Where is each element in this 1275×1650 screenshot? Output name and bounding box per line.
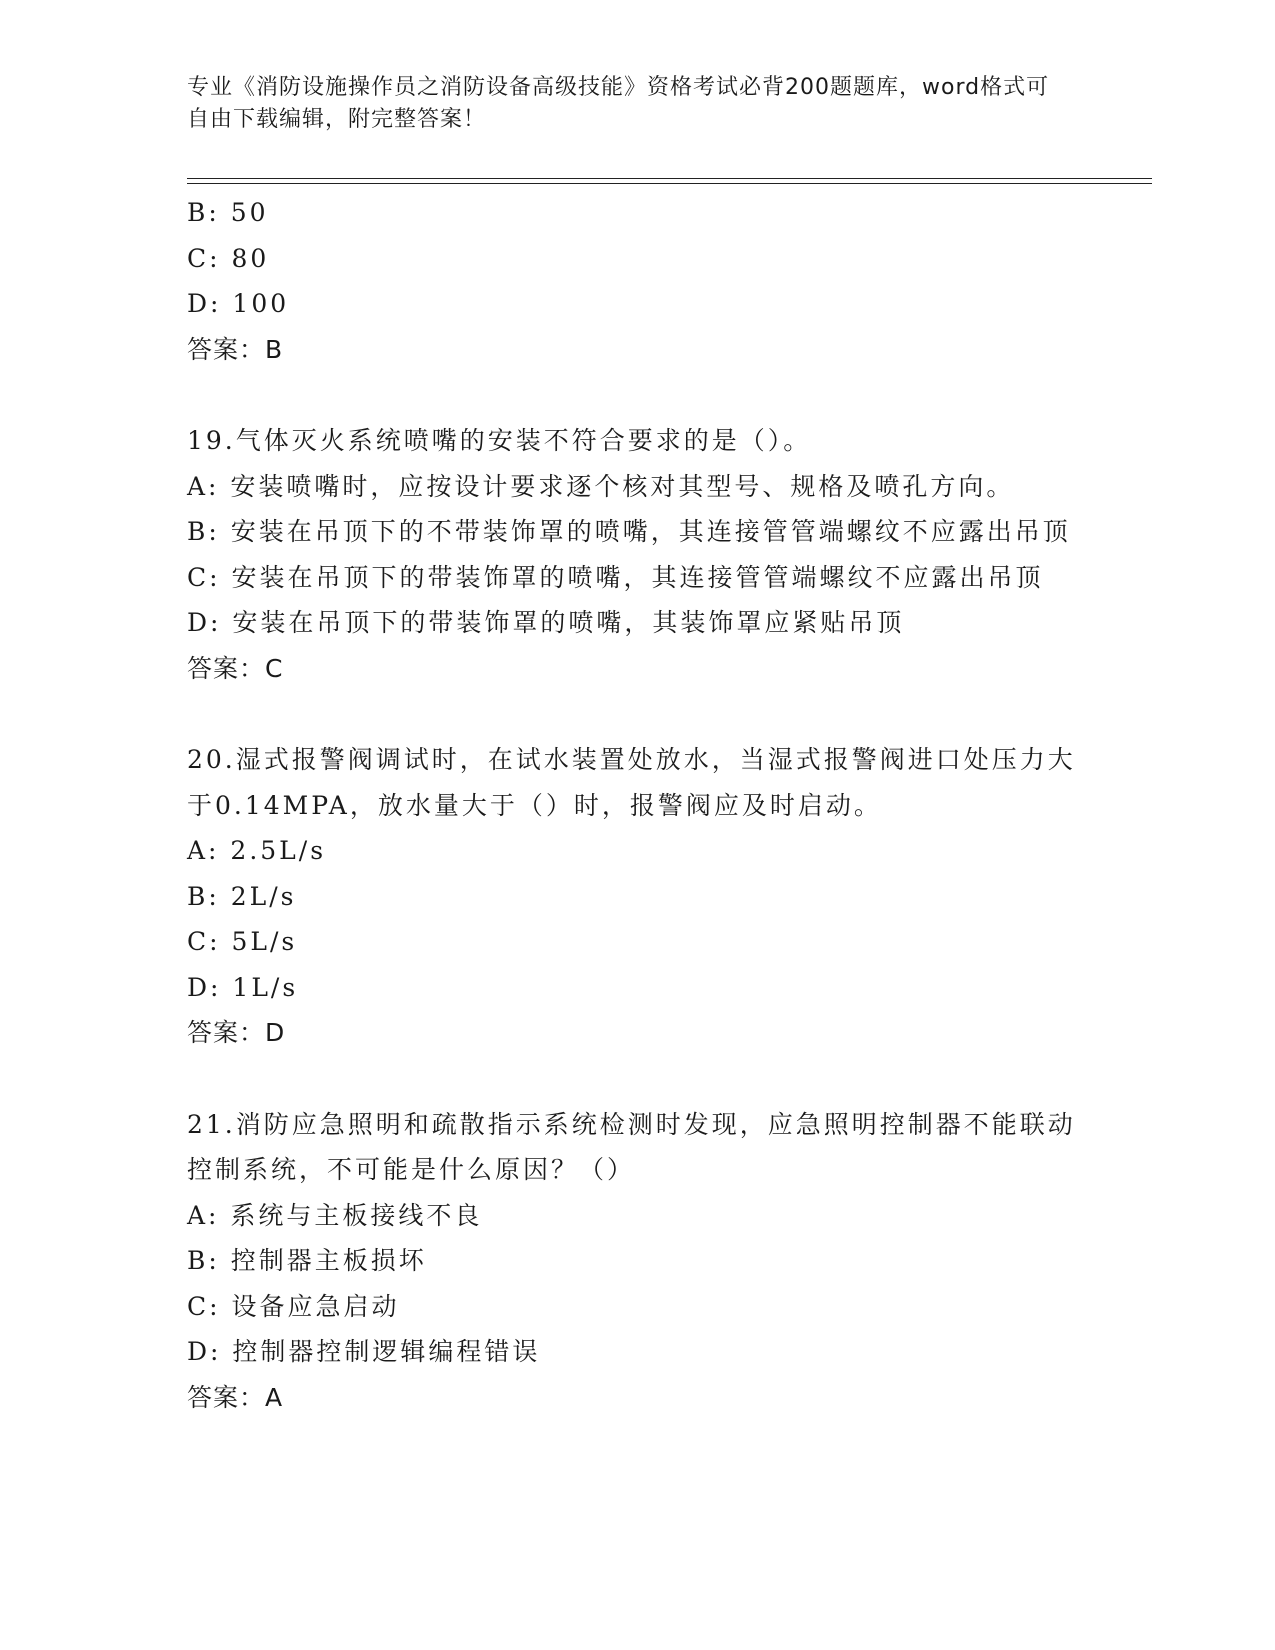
option-c: C: 设备应急启动 (187, 1291, 400, 1321)
option-c: C: 5L/s (187, 927, 298, 956)
option-c: C: 安装在吊顶下的带装饰罩的喷嘴，其连接管管端螺纹不应露出吊顶 (187, 562, 1044, 592)
question-20 (187, 737, 1087, 1056)
option-d: D: 控制器控制逻辑编程错误 (187, 1337, 541, 1366)
option-c: C: 80 (187, 243, 270, 273)
option-b: B: 控制器主板损坏 (187, 1246, 427, 1275)
option-b: B: 50 (187, 198, 269, 227)
option-b: B: 安装在吊顶下的不带装饰罩的喷嘴，其连接管管端螺纹不应露出吊顶 (187, 517, 1071, 546)
document-body (187, 190, 1087, 1420)
document-header: 专业《消防设施操作员之消防设备高级技能》资格考试必背200题题库，word格式可自由下载编辑，附完整答案！ (187, 75, 1050, 132)
spacer (187, 691, 1087, 737)
question-21 (187, 1102, 1087, 1421)
answer: 答案：D (187, 1018, 286, 1047)
question-19 (187, 418, 1087, 691)
answer: 答案：A (187, 1382, 284, 1412)
answer: 答案：C (187, 653, 284, 683)
option-d: D: 100 (187, 289, 290, 318)
spacer (187, 1056, 1087, 1102)
option-b: B: 2L/s (187, 881, 297, 911)
question-18-tail (187, 190, 1087, 372)
option-d: D: 安装在吊顶下的带装饰罩的喷嘴，其装饰罩应紧贴吊顶 (187, 608, 905, 637)
question-text: 19.气体灭火系统喷嘴的安装不符合要求的是（）。 (187, 426, 812, 455)
answer: 答案：B (187, 334, 284, 364)
question-text: 21.消防应急照明和疏散指示系统检测时发现，应急照明控制器不能联动控制系统，不可能是什么原因？（） (187, 1109, 1076, 1184)
spacer (187, 372, 1087, 418)
option-a: A: 2.5L/s (187, 836, 327, 865)
question-text: 20.湿式报警阀调试时，在试水装置处放水，当湿式报警阀进口处压力大于0.14MPA，放水量大于（）时，报警阀应及时启动。 (187, 745, 1076, 820)
header-divider (187, 178, 1152, 184)
option-d: D: 1L/s (187, 972, 299, 1002)
option-a: A: 系统与主板接线不良 (187, 1200, 483, 1230)
option-a: A: 安装喷嘴时，应按设计要求逐个核对其型号、规格及喷孔方向。 (187, 471, 1015, 501)
